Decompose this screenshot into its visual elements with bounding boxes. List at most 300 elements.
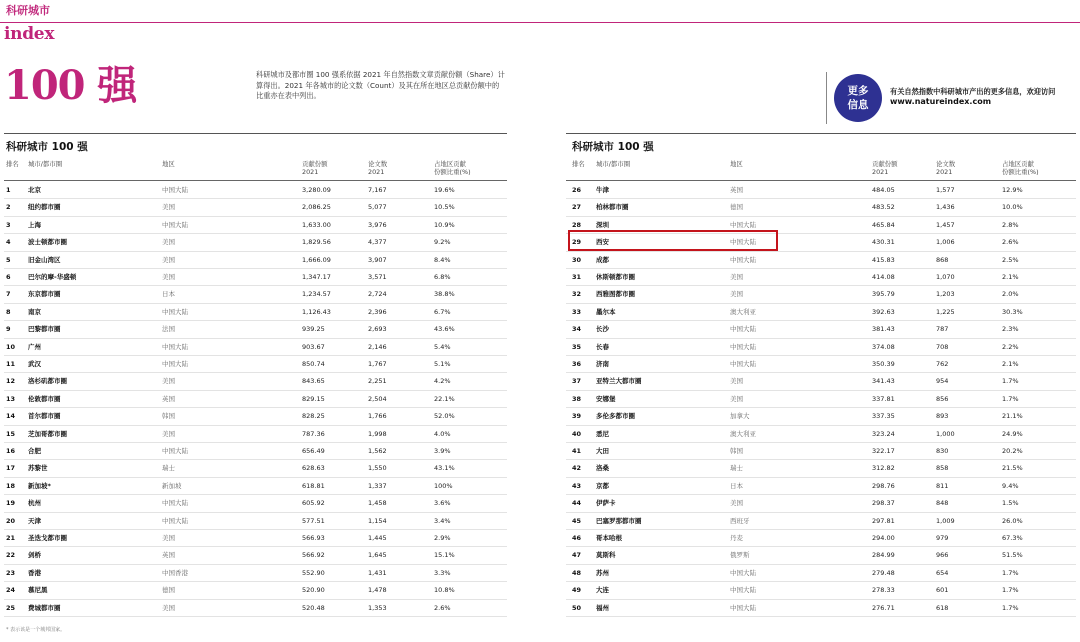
rank-cell: 40: [572, 429, 582, 438]
region-cell: 丹麦: [730, 534, 743, 542]
rank-cell: 23: [6, 568, 16, 577]
left-table-title: 科研城市 100 强: [6, 141, 88, 153]
rank-cell: 1: [6, 186, 11, 194]
table-row: [566, 269, 1076, 286]
rank-cell: 12: [6, 377, 16, 386]
count-cell: 1,225: [936, 307, 955, 316]
region-cell: 中国大陆: [730, 325, 756, 334]
city-cell: 墨尔本: [596, 307, 616, 316]
region-cell: 中国大陆: [162, 447, 188, 455]
table-row: [566, 252, 1076, 269]
count-cell: 1,436: [936, 203, 955, 212]
index-label: index: [4, 24, 55, 44]
table-row: [566, 339, 1076, 356]
rank-cell: 11: [6, 360, 16, 368]
share-cell: 3,280.09: [302, 186, 331, 194]
table-row: [4, 182, 507, 199]
table-row: [566, 600, 1076, 617]
pct-cell: 10.8%: [434, 586, 455, 595]
rank-cell: 38: [572, 394, 582, 403]
region-cell: 德国: [730, 203, 743, 212]
share-cell: 465.84: [872, 220, 895, 229]
table-row: [566, 182, 1076, 199]
table-row: [4, 565, 507, 582]
xian-highlight-box: [568, 230, 778, 251]
share-cell: 284.99: [872, 551, 895, 560]
city-cell: 芝加哥都市圈: [28, 429, 67, 438]
city-cell: 牛津: [596, 186, 609, 194]
rank-cell: 8: [6, 307, 11, 316]
pct-cell: 4.2%: [434, 377, 451, 386]
pct-cell: 1.5%: [1002, 499, 1019, 508]
table-row: [566, 356, 1076, 373]
count-cell: 2,251: [368, 377, 387, 386]
rank-cell: 46: [572, 534, 582, 542]
count-cell: 954: [936, 377, 949, 386]
share-cell: 1,633.00: [302, 220, 331, 229]
rank-cell: 44: [572, 499, 582, 508]
rank-cell: 17: [6, 464, 16, 473]
share-cell: 392.63: [872, 307, 895, 316]
region-cell: 美国: [162, 429, 175, 438]
region-cell: 美国: [730, 377, 743, 386]
pct-cell: 3.6%: [434, 499, 451, 508]
region-cell: 美国: [730, 394, 743, 403]
pct-cell: 2.0%: [1002, 290, 1019, 299]
pct-cell: 22.1%: [434, 394, 455, 403]
region-cell: 美国: [730, 273, 743, 281]
share-cell: 341.43: [872, 377, 895, 386]
region-cell: 瑞士: [730, 464, 743, 473]
city-cell: 大连: [596, 586, 609, 595]
count-cell: 3,907: [368, 255, 387, 264]
city-cell: 亚特兰大都市圈: [596, 377, 642, 386]
col-city-header: 城市/都市圈: [596, 160, 631, 168]
share-cell: 605.92: [302, 499, 325, 508]
count-cell: 601: [936, 586, 949, 595]
rank-cell: 7: [6, 290, 11, 299]
share-cell: 294.00: [872, 534, 895, 542]
table-row: [566, 391, 1076, 408]
rank-cell: 33: [572, 307, 582, 316]
share-cell: 618.81: [302, 481, 325, 490]
share-cell: 414.08: [872, 273, 895, 281]
city-cell: 成都: [596, 255, 609, 264]
table-row: [566, 304, 1076, 321]
region-cell: 中国大陆: [162, 516, 188, 525]
city-cell: 洛杉矶都市圈: [28, 377, 67, 386]
city-cell: 旧金山湾区: [28, 255, 61, 264]
rank-cell: 22: [6, 551, 16, 560]
city-cell: 济南: [596, 360, 609, 368]
share-cell: 939.25: [302, 325, 325, 334]
pct-cell: 8.4%: [434, 255, 451, 264]
share-cell: 415.83: [872, 255, 895, 264]
region-cell: 中国大陆: [162, 342, 188, 351]
rank-cell: 34: [572, 325, 582, 334]
share-cell: 552.90: [302, 568, 325, 577]
rank-cell: 24: [6, 586, 16, 595]
count-cell: 1,154: [368, 516, 387, 525]
city-cell: 柏林都市圈: [596, 203, 629, 212]
rank-cell: 30: [572, 255, 582, 264]
pct-cell: 3.3%: [434, 568, 451, 577]
pct-cell: 51.5%: [1002, 551, 1023, 560]
count-cell: 3,976: [368, 220, 387, 229]
table-row: [566, 460, 1076, 477]
rank-cell: 20: [6, 516, 16, 525]
region-cell: 中国大陆: [730, 360, 756, 368]
region-cell: 美国: [162, 273, 175, 281]
pct-cell: 38.8%: [434, 290, 455, 299]
table-row: [4, 339, 507, 356]
col-share-header: 贡献份额 2021: [872, 160, 898, 176]
region-cell: 韩国: [162, 412, 175, 421]
section-kicker: 科研城市: [6, 4, 50, 17]
region-cell: 美国: [730, 499, 743, 508]
table-row: [4, 530, 507, 547]
pct-cell: 1.7%: [1002, 568, 1019, 577]
col-count-header: 论文数 2021: [936, 160, 956, 176]
count-cell: 858: [936, 464, 949, 473]
rank-cell: 27: [572, 203, 582, 212]
region-cell: 美国: [162, 238, 175, 247]
city-cell: 新加坡*: [28, 481, 51, 490]
city-cell: 天津: [28, 516, 41, 525]
share-cell: 1,126.43: [302, 307, 331, 316]
table-row: [4, 600, 507, 617]
share-cell: 520.48: [302, 603, 325, 612]
rank-cell: 2: [6, 203, 11, 212]
rank-cell: 25: [6, 603, 16, 612]
right-table-header: [572, 158, 1072, 180]
count-cell: 1,458: [368, 499, 387, 508]
city-cell: 西安: [596, 238, 609, 247]
region-cell: 英国: [162, 551, 175, 560]
rank-cell: 19: [6, 499, 16, 508]
share-cell: 297.81: [872, 516, 895, 525]
rank-cell: 21: [6, 534, 16, 542]
rank-cell: 36: [572, 360, 582, 368]
share-cell: 828.25: [302, 412, 325, 421]
right-header-rule: [566, 180, 1076, 181]
share-cell: 1,829.56: [302, 238, 331, 247]
table-row: [4, 269, 507, 286]
table-row: [4, 217, 507, 234]
count-cell: 856: [936, 394, 949, 403]
count-cell: 1,767: [368, 360, 387, 368]
share-cell: 381.43: [872, 325, 895, 334]
rank-cell: 14: [6, 412, 16, 421]
region-cell: 英国: [730, 186, 743, 194]
count-cell: 2,146: [368, 342, 387, 351]
count-cell: 787: [936, 325, 949, 334]
count-cell: 811: [936, 481, 949, 490]
share-cell: 2,086.25: [302, 203, 331, 212]
city-cell: 苏黎世: [28, 464, 48, 473]
region-cell: 澳大利亚: [730, 307, 756, 316]
table-row: [566, 321, 1076, 338]
share-cell: 484.05: [872, 186, 895, 194]
city-cell: 首尔都市圈: [28, 412, 61, 421]
col-pct-header: 占地区贡献 份额比重(%): [1002, 160, 1039, 176]
table-row: [566, 408, 1076, 425]
count-cell: 1,353: [368, 603, 387, 612]
pct-cell: 6.8%: [434, 273, 451, 281]
rank-cell: 15: [6, 429, 16, 438]
share-cell: 350.39: [872, 360, 895, 368]
rank-cell: 48: [572, 568, 582, 577]
col-region-header: 地区: [162, 160, 175, 168]
pct-cell: 2.2%: [1002, 342, 1019, 351]
city-cell: 东京都市圈: [28, 290, 61, 299]
pct-cell: 21.1%: [1002, 412, 1023, 421]
pct-cell: 2.6%: [434, 603, 451, 612]
city-cell: 莫斯科: [596, 551, 616, 560]
table-row: [566, 582, 1076, 599]
city-cell: 伊萨卡: [596, 499, 616, 508]
count-cell: 1,478: [368, 586, 387, 595]
table-row: [566, 547, 1076, 564]
intro-paragraph: 科研城市及都市圈 100 强系依据 2021 年自然指数文章贡献份额（Share）计算得出。2021 年各城市的论文数（Count）及其在所在地区总贡献份额中的比重亦在表中列出。: [256, 70, 505, 100]
rank-cell: 37: [572, 377, 582, 386]
city-cell: 伦敦都市圈: [28, 394, 61, 403]
table-row: [566, 495, 1076, 512]
share-cell: 1,666.09: [302, 255, 331, 264]
count-cell: 5,077: [368, 203, 387, 212]
rank-cell: 28: [572, 220, 582, 229]
rank-cell: 45: [572, 516, 582, 525]
table-row: [4, 391, 507, 408]
city-cell: 杭州: [28, 499, 41, 508]
table-row: [4, 513, 507, 530]
region-cell: 美国: [730, 290, 743, 299]
count-cell: 893: [936, 412, 949, 421]
rank-cell: 16: [6, 447, 16, 455]
pct-cell: 100%: [434, 481, 453, 490]
pct-cell: 20.2%: [1002, 447, 1023, 455]
pct-cell: 2.3%: [1002, 325, 1019, 334]
region-cell: 中国大陆: [730, 255, 756, 264]
count-cell: 1,457: [936, 220, 955, 229]
region-cell: 美国: [162, 203, 175, 212]
pct-cell: 2.6%: [1002, 238, 1019, 247]
share-cell: 843.65: [302, 377, 325, 386]
city-cell: 上海: [28, 220, 41, 229]
rank-cell: 5: [6, 255, 11, 264]
city-cell: 西雅图都市圈: [596, 290, 635, 299]
table-row: [4, 321, 507, 338]
city-cell: 巴塞罗那都市圈: [596, 516, 642, 525]
rank-cell: 42: [572, 464, 582, 473]
city-cell: 巴黎都市圈: [28, 325, 61, 334]
region-cell: 美国: [162, 534, 175, 542]
share-cell: 520.90: [302, 586, 325, 595]
table-row: [566, 478, 1076, 495]
city-cell: 哥本哈根: [596, 534, 622, 542]
city-cell: 苏州: [596, 568, 609, 577]
city-cell: 京都: [596, 481, 609, 490]
share-cell: 298.76: [872, 481, 895, 490]
more-info-button[interactable]: [834, 74, 882, 122]
table-row: [4, 495, 507, 512]
city-cell: 长春: [596, 342, 609, 351]
city-cell: 安娜堡: [596, 394, 616, 403]
pct-cell: 10.0%: [1002, 203, 1023, 212]
city-cell: 长沙: [596, 325, 609, 334]
rank-cell: 6: [6, 273, 11, 281]
pct-cell: 26.0%: [1002, 516, 1023, 525]
table-row: [4, 460, 507, 477]
region-cell: 瑞士: [162, 464, 175, 473]
col-share-header: 贡献份额 2021: [302, 160, 328, 176]
city-cell: 大田: [596, 447, 609, 455]
table-row: [4, 443, 507, 460]
rank-cell: 31: [572, 273, 582, 281]
city-cell: 慕尼黑: [28, 586, 48, 595]
table-row: [4, 199, 507, 216]
pct-cell: 6.7%: [434, 307, 451, 316]
pct-cell: 10.9%: [434, 220, 455, 229]
city-cell: 休斯顿都市圈: [596, 273, 635, 281]
count-cell: 1,577: [936, 186, 955, 194]
share-cell: 829.15: [302, 394, 325, 403]
col-count-header: 论文数 2021: [368, 160, 388, 176]
share-cell: 1,234.57: [302, 290, 331, 299]
rank-cell: 3: [6, 220, 11, 229]
region-cell: 中国大陆: [730, 586, 756, 595]
share-cell: 337.81: [872, 394, 895, 403]
region-cell: 澳大利亚: [730, 429, 756, 438]
count-cell: 762: [936, 360, 949, 368]
pct-cell: 5.1%: [434, 360, 451, 368]
count-cell: 4,377: [368, 238, 387, 247]
region-cell: 新加坡: [162, 481, 182, 490]
city-cell: 南京: [28, 307, 41, 316]
count-cell: 979: [936, 534, 949, 542]
region-cell: 日本: [730, 481, 743, 490]
share-cell: 374.08: [872, 342, 895, 351]
pct-cell: 2.1%: [1002, 273, 1019, 281]
city-cell: 费城都市圈: [28, 603, 61, 612]
share-cell: 656.49: [302, 447, 325, 455]
count-cell: 1,562: [368, 447, 387, 455]
city-cell: 武汉: [28, 360, 41, 368]
rank-cell: 43: [572, 481, 582, 490]
share-cell: 298.37: [872, 499, 895, 508]
pct-cell: 21.5%: [1002, 464, 1023, 473]
share-cell: 566.92: [302, 551, 325, 560]
share-cell: 1,347.17: [302, 273, 331, 281]
share-cell: 483.52: [872, 203, 895, 212]
count-cell: 2,724: [368, 290, 387, 299]
count-cell: 1,766: [368, 412, 387, 421]
city-cell: 波士顿都市圈: [28, 238, 67, 247]
region-cell: 中国大陆: [730, 220, 756, 229]
rank-cell: 50: [572, 603, 582, 612]
count-cell: 1,006: [936, 238, 955, 247]
col-region-header: 地区: [730, 160, 743, 168]
share-cell: 903.67: [302, 342, 325, 351]
share-cell: 279.48: [872, 568, 895, 577]
city-cell: 福州: [596, 603, 609, 612]
col-pct-header: 占地区贡献 份额比重(%): [434, 160, 471, 176]
rank-cell: 18: [6, 481, 16, 490]
natureindex-link[interactable]: www.natureindex.com: [890, 97, 992, 106]
pct-cell: 2.9%: [434, 534, 451, 542]
region-cell: 中国大陆: [730, 342, 756, 351]
region-cell: 中国大陆: [730, 568, 756, 577]
pct-cell: 2.8%: [1002, 220, 1019, 229]
left-table-header: [6, 158, 506, 180]
city-cell: 北京: [28, 186, 41, 194]
rank-cell: 35: [572, 342, 582, 351]
count-cell: 1,445: [368, 534, 387, 542]
share-cell: 566.93: [302, 534, 325, 542]
city-cell: 洛桑: [596, 464, 609, 473]
region-cell: 美国: [162, 603, 175, 612]
count-cell: 2,396: [368, 307, 387, 316]
rank-cell: 41: [572, 447, 582, 455]
region-cell: 美国: [162, 377, 175, 386]
count-cell: 1,009: [936, 516, 955, 525]
rank-cell: 13: [6, 394, 16, 403]
count-cell: 7,167: [368, 186, 387, 194]
region-cell: 中国大陆: [162, 307, 188, 316]
region-cell: 俄罗斯: [730, 551, 750, 560]
region-cell: 德国: [162, 586, 175, 595]
city-cell: 多伦多都市圈: [596, 412, 635, 421]
table-row: [4, 426, 507, 443]
pct-cell: 19.6%: [434, 186, 455, 194]
share-cell: 395.79: [872, 290, 895, 299]
table-row: [4, 286, 507, 303]
share-cell: 430.31: [872, 238, 895, 247]
share-cell: 278.33: [872, 586, 895, 595]
share-cell: 850.74: [302, 360, 325, 368]
pct-cell: 1.7%: [1002, 377, 1019, 386]
more-info-text: 有关自然指数中科研城市产出的更多信息，欢迎访问 www.natureindex.com: [890, 87, 1056, 106]
share-cell: 628.63: [302, 464, 325, 473]
count-cell: 654: [936, 568, 949, 577]
city-cell: 纽约都市圈: [28, 203, 61, 212]
count-cell: 2,504: [368, 394, 387, 403]
rank-cell: 32: [572, 290, 582, 299]
count-cell: 1,070: [936, 273, 955, 281]
table-row: [4, 373, 507, 390]
region-cell: 中国大陆: [162, 360, 188, 368]
pct-cell: 9.4%: [1002, 481, 1019, 490]
table-row: [4, 252, 507, 269]
count-cell: 3,571: [368, 273, 387, 281]
share-cell: 312.82: [872, 464, 895, 473]
pct-cell: 9.2%: [434, 238, 451, 247]
col-city-header: 城市/都市圈: [28, 160, 63, 168]
rank-cell: 26: [572, 186, 582, 194]
region-cell: 韩国: [730, 447, 743, 455]
city-cell: 广州: [28, 342, 41, 351]
pct-cell: 1.7%: [1002, 603, 1019, 612]
city-cell: 悉尼: [596, 429, 609, 438]
pct-cell: 4.0%: [434, 429, 451, 438]
city-cell: 合肥: [28, 447, 41, 455]
table-row: [4, 356, 507, 373]
left-header-rule: [4, 180, 507, 181]
region-cell: 中国大陆: [730, 238, 756, 247]
rank-cell: 49: [572, 586, 582, 595]
table-row: [566, 286, 1076, 303]
table-row: [566, 373, 1076, 390]
